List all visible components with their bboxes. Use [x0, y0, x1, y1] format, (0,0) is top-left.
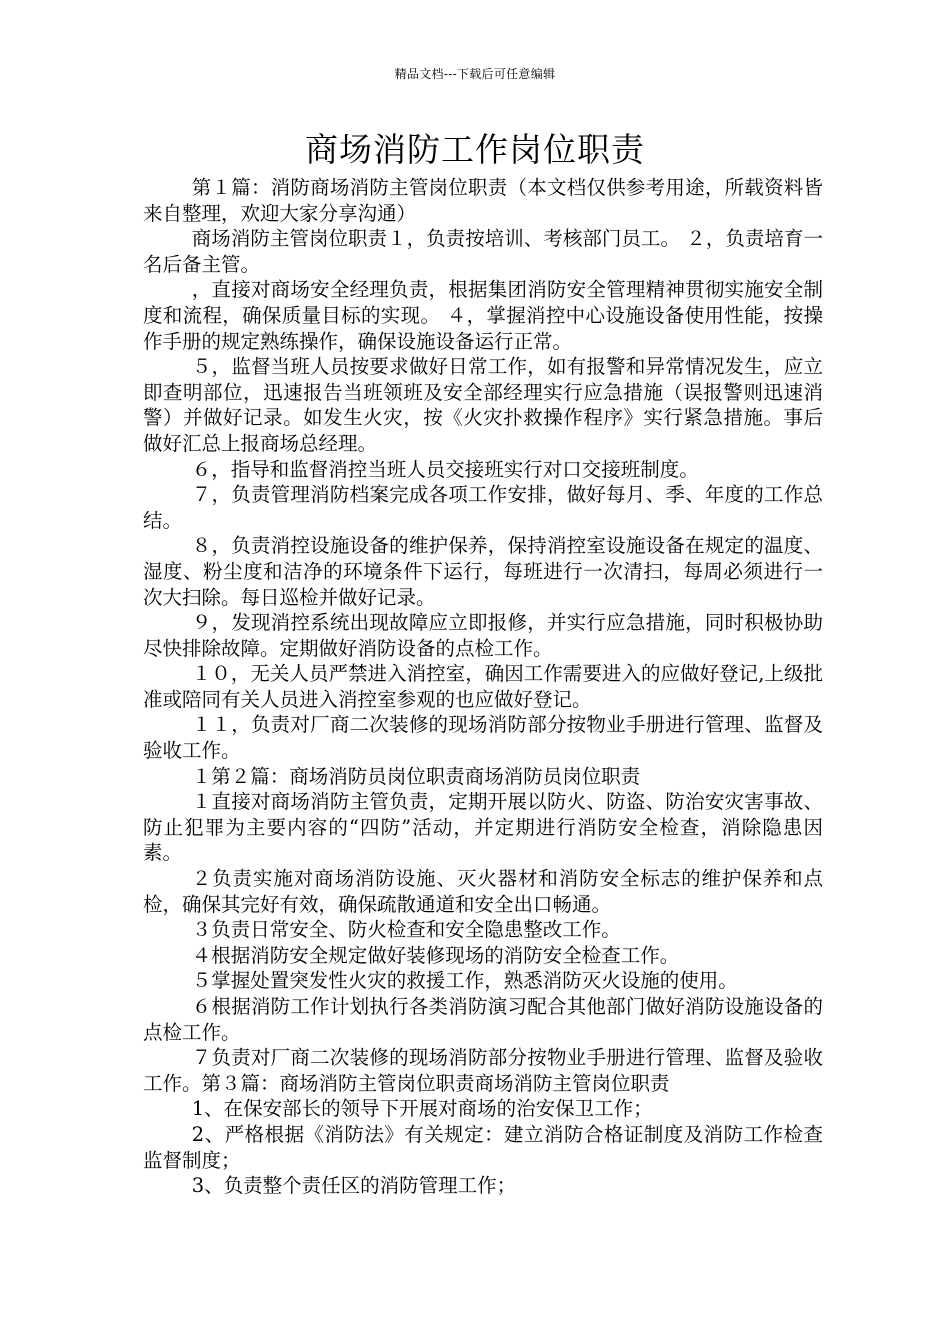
paragraph: １第２篇：商场消防员岗位职责商场消防员岗位职责	[191, 764, 641, 788]
paragraph: ５掌握处置突发性火灾的救援工作，熟悉消防灭火设施的使用。	[191, 969, 738, 993]
paragraph: 3、负责整个责任区的消防管理工作；	[191, 1174, 517, 1198]
document-body	[143, 175, 823, 1199]
document-title: 商场消防工作岗位职责	[305, 130, 645, 169]
paragraph: ２负责实施对商场消防设施、灭火器材和消防安全标志的维护保养和点检，确保其完好有效，确保疏散通道和安全出口畅通。	[143, 867, 823, 916]
paragraph: 商场消防主管岗位职责１，负责按培训、考核部门员工。 ２，负责培育一名后备主管。	[143, 227, 823, 276]
paragraph: ３负责日常安全、防火检查和安全隐患整改工作。	[191, 918, 621, 942]
paragraph: ６，指导和监督消控当班人员交接班实行对口交接班制度。	[191, 457, 699, 481]
paragraph: １直接对商场消防主管负责，定期开展以防火、防盗、防治安灾害事故、防止犯罪为主要内容的“四防”活动，并定期进行消防安全检查，消除隐患因素。	[143, 790, 823, 865]
paragraph: ８，负责消控设施设备的维护保养，保持消控室设施设备在规定的温度、湿度、粉尘度和洁净的环境条件下运行，每班进行一次清扫，每周必须进行一次大扫除。每日巡检并做好记录。	[143, 534, 823, 609]
paragraph: ７，负责管理消防档案完成各项工作安排，做好每月、季、年度的工作总结。	[143, 483, 823, 532]
paragraph: １０，无关人员严禁进入消控室，确因工作需要进入的应做好登记,上级批准或陪同有关人员进入消控室参观的也应做好登记。	[143, 662, 823, 711]
paragraph: ６根据消防工作计划执行各类消防演习配合其他部门做好消防设施设备的点检工作。	[143, 995, 823, 1044]
paragraph: 第１篇：消防商场消防主管岗位职责（本文档仅供参考用途，所载资料皆来自整理，欢迎大家分享沟通）	[143, 176, 823, 225]
paragraph: ４根据消防安全规定做好装修现场的消防安全检查工作。	[191, 943, 680, 967]
paragraph: ７负责对厂商二次装修的现场消防部分按物业手册进行管理、监督及验收工作。第３篇：商场消防主管岗位职责商场消防主管岗位职责	[143, 1046, 823, 1095]
paragraph: ，直接对商场安全经理负责，根据集团消防安全管理精神贯彻实施安全制度和流程，确保质量目标的实现。 ４，掌握消控中心设施设备使用性能，按操作手册的规定熟练操作，确保设施设备运行正常。	[143, 278, 823, 353]
paragraph: ９，发现消控系统出现故障应立即报修，并实行应急措施，同时积极协助尽快排除故障。定期做好消防设备的点检工作。	[143, 611, 823, 660]
paragraph: １１，负责对厂商二次装修的现场消防部分按物业手册进行管理、监督及验收工作。	[143, 713, 823, 763]
paragraph: 2、严格根据《消防法》有关规定：建立消防合格证制度及消防工作检查监督制度；	[143, 1122, 823, 1172]
paragraph: ５，监督当班人员按要求做好日常工作，如有报警和异常情况发生，应立即查明部位，迅速报告当班领班及安全部经理实行应急措施（误报警则迅速消警）并做好记录。如发生火灾，按《火灾扑救操作程序》实行紧急措施。事后做好汇总上报商场总经理。	[143, 355, 823, 455]
paragraph: 1、在保安部长的领导下开展对商场的治安保卫工作；	[191, 1097, 653, 1121]
header-note: 精品文档---下载后可任意编辑	[394, 67, 556, 81]
